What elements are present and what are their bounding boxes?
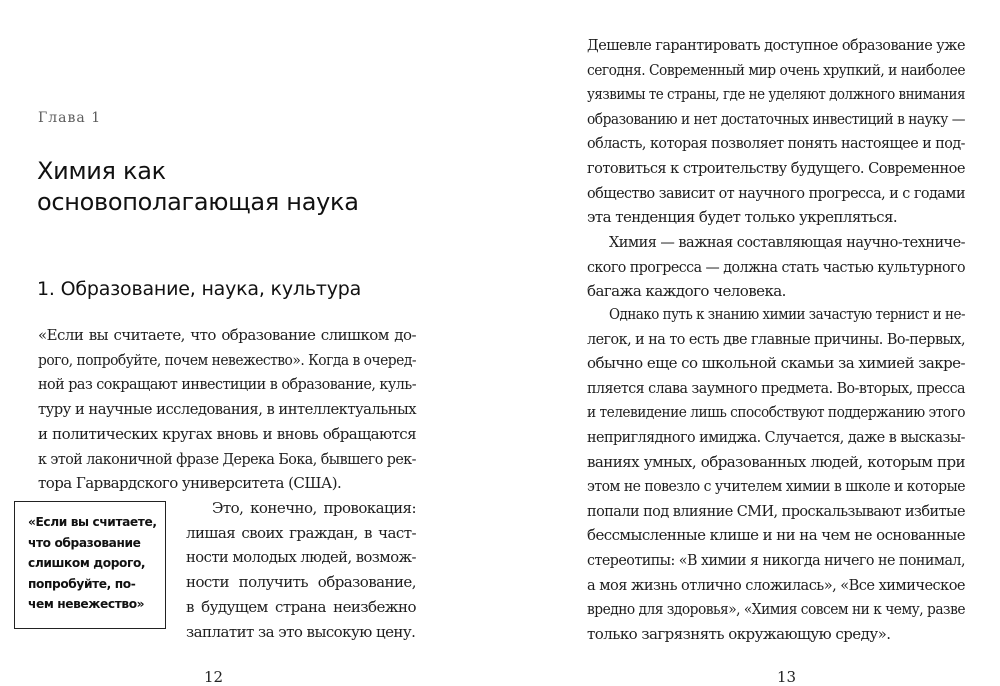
pull-quote-line: попробуйте, по- [28,576,136,591]
text-line: а моя жизнь отлично сложилась», «Все химическое [587,575,966,594]
text-line: ского прогресса — должна стать частью культурного [587,257,966,276]
chapter-title-line: основополагающая наука [37,188,359,216]
text-line: область, которая позволяет понять настоящее и под- [587,134,965,153]
pull-quote-line: что образование [28,535,141,550]
text-line: заплатит за это высокую цену. [186,622,416,641]
text-line: «Если вы считаете, что образование слишком до- [38,326,416,344]
text-line: общество зависит от научного прогресса, и с годами [587,183,966,202]
text-line: стереотипы: «В химии я никогда ничего не понимал, [587,551,965,569]
text-line: образованию и нет достаточных инвестиций в науку — [587,109,965,128]
text-line: к этой лаконичной фразе Дерека Бока, бывшего рек- [38,449,416,468]
text-line: рого, попробуйте, почем невежество». Когда в очеред- [38,350,416,369]
text-line: в будущем страна неизбежно [186,597,416,616]
text-line: попали под влияние СМИ, проскальзывают избитые [587,501,965,520]
chapter-label: Глава 1 [38,110,102,126]
right-page [500,0,1000,686]
text-line: бессмысленные клише и ни на чем не основанные [587,526,966,545]
text-line: легок, и на то есть две главные причины. Во-первых, [587,329,966,348]
text-line: уязвимы те страны, где не уделяют должного внимания [587,85,966,104]
pull-quote-line: слишком дорого, [28,556,146,570]
chapter-title [37,156,477,218]
text-line: багажа каждого человека. [587,282,786,301]
text-line: пляется слава заумного предмета. Во-вторых, пресса [587,378,966,397]
section-title: 1. Образование, наука, культура [37,278,362,300]
text-line: сегодня. Современный мир очень хрупкий, и наиболее [587,60,965,79]
text-line: лишая своих граждан, в част- [186,523,416,542]
text-line: Однако путь к знанию химии зачастую тернист и не- [609,305,966,323]
page-number-left: 12 [204,668,224,686]
text-line: только загрязнять окружающую среду». [587,624,891,643]
text-line: ваниях умных, образованных людей, которым при [587,452,966,471]
text-line: и политических кругах вновь и вновь обращаются [38,424,417,443]
text-line: Это, конечно, провокация: [212,499,416,517]
text-line: неприглядного имиджа. Случается, даже в высказы- [587,428,965,446]
text-line: ной раз сокращают инвестиции в образование, куль- [38,375,417,394]
text-line: и телевидение лишь способствуют поддержанию этого [587,403,965,422]
page-number-right: 13 [777,668,797,686]
text-line: ности молодых людей, возмож- [186,548,417,567]
text-line: вредно для здоровья», «Химия совсем ни к чему, разве [587,600,965,619]
text-line: эта тенденция будет только укрепляться. [587,208,898,227]
text-line: обычно еще со школьной скамьи за химией закре- [587,354,966,373]
text-line: этом не повезло с учителем химии в школе и которые [587,477,966,496]
text-line: ности получить образование, [186,573,416,592]
chapter-title-line: Химия как [37,157,166,185]
text-line: готовиться к строительству будущего. Современное [587,159,965,177]
text-line: Химия — важная составляющая научно-техниче- [609,233,965,251]
text-line: туру и научные исследования, в интеллектуальных [38,400,416,419]
pull-quote-line: «Если вы считаете, [28,515,157,529]
pull-quote [14,501,166,629]
text-line: тора Гарвардского университета (США). [38,474,342,493]
pull-quote-line: чем невежество» [28,597,145,611]
text-line: Дешевле гарантировать доступное образование уже [587,36,965,54]
